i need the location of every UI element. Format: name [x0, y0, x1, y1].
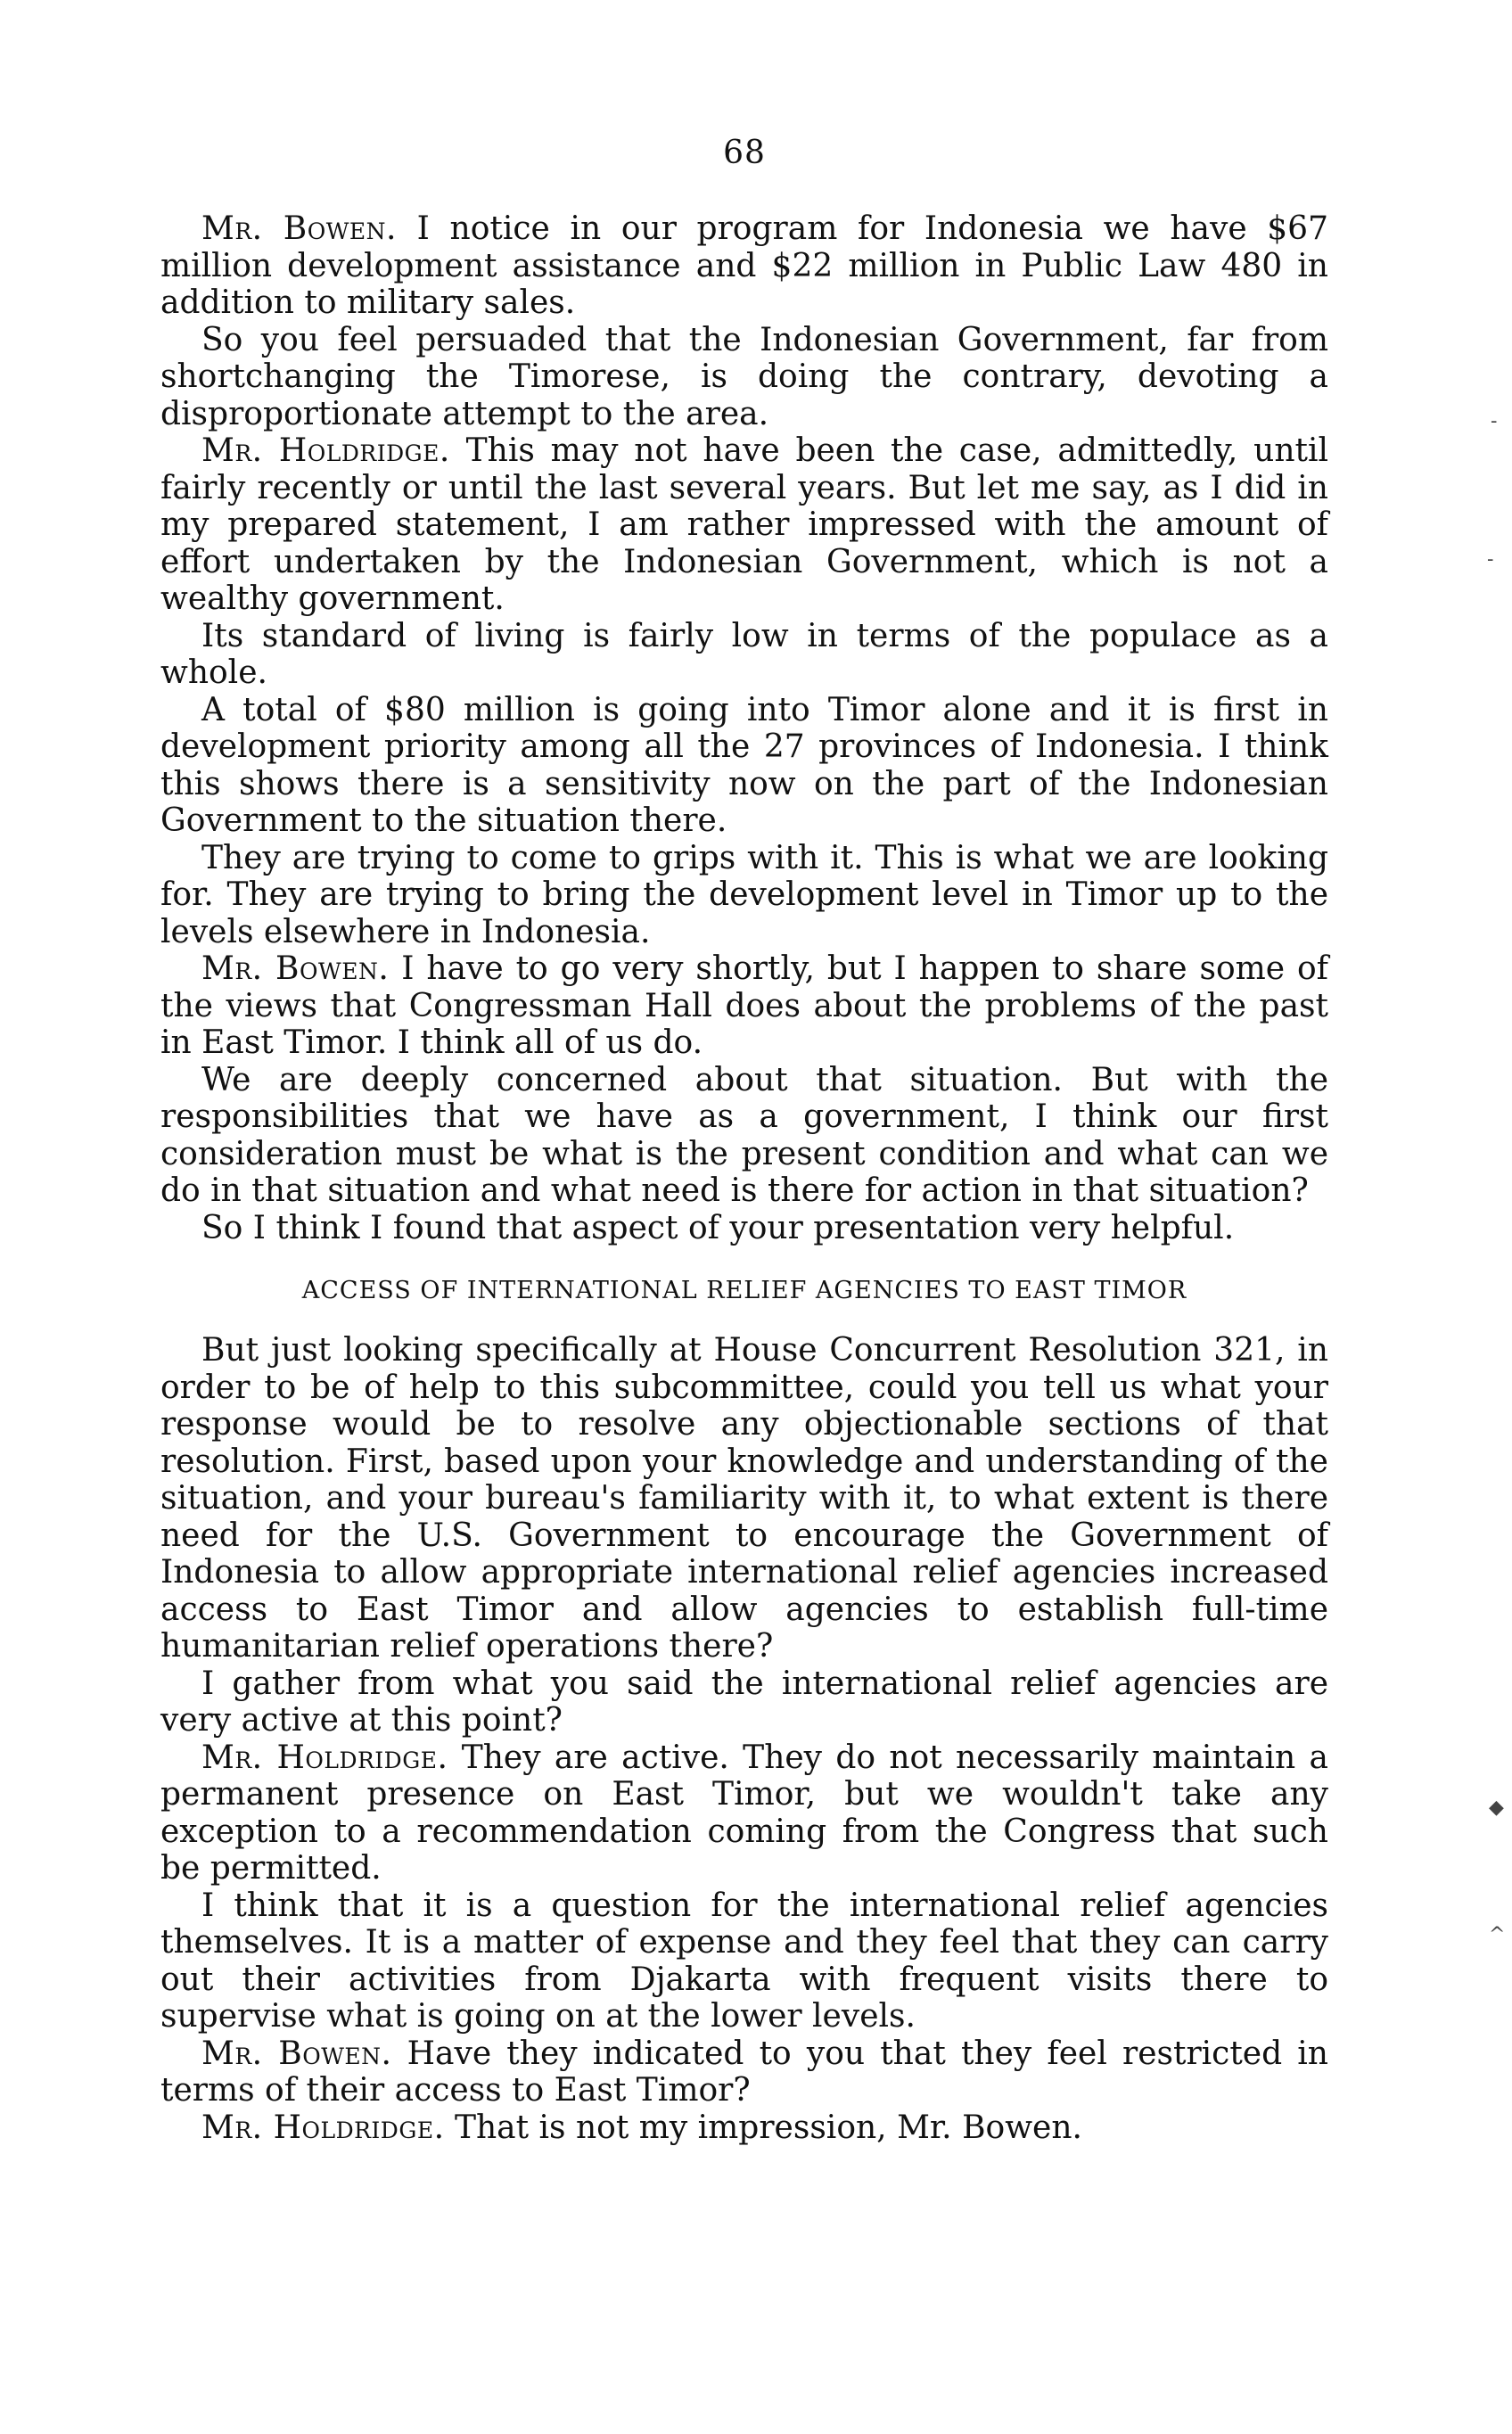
- page-number: 68: [723, 135, 766, 171]
- paragraph: [160, 2035, 1328, 2109]
- paragraph-text: So you feel persuaded that the Indonesian Government, far from shortchanging the Timorese, is doing the contrary, devoting a disproportionate attempt to the area.: [160, 321, 1328, 432]
- paragraph: [160, 618, 1328, 692]
- paragraph-text: We are deeply concerned about that situation. But with the responsibilities that we have as a government, I think our first consideration must be what is the present condition and what can we do in that situation and what need is there for action in that situation?: [160, 1061, 1328, 1209]
- paragraph: [160, 1332, 1328, 1665]
- paragraph: [160, 210, 1328, 322]
- section-before-heading: [160, 210, 1328, 1246]
- speaker-name: Mr. Holdridge.: [201, 1739, 448, 1776]
- speaker-name: Mr. Bowen.: [201, 950, 390, 987]
- paragraph-text: A total of $80 million is going into Timor alone and it is first in development priority among all the 27 provinces of Indonesia. I think this shows there is a sensitivity now on the part of the Indonesian Government to the situation there.: [160, 691, 1328, 839]
- paragraph: [160, 1739, 1328, 1887]
- scan-mark-dot: -: [1491, 410, 1498, 432]
- paragraph-text: I have to go very shortly, but I happen to share some of the views that Congressman Hall does about the problems of the past in East Timor. I think all of us do.: [160, 950, 1328, 1061]
- paragraph: [160, 2109, 1328, 2147]
- scan-mark-dot: ^: [1489, 1924, 1506, 1946]
- paragraph: [160, 1887, 1328, 2035]
- paragraph: [160, 1062, 1328, 1210]
- paragraph: [160, 1665, 1328, 1739]
- document-page: [160, 134, 1328, 2146]
- speaker-name: Mr. Bowen.: [201, 210, 397, 247]
- section-heading: ACCESS OF INTERNATIONAL RELIEF AGENCIES TO EAST TIMOR: [301, 1277, 1187, 1304]
- speaker-name: Mr. Bowen.: [201, 2035, 392, 2072]
- paragraph-text: This may not have been the case, admittedly, until fairly recently or until the last several years. But let me say, as I did in my prepared statement, I am rather impressed with the amount of effort undertaken by the Indonesian Government, which is not a wealthy government.: [160, 432, 1328, 617]
- paragraph: [160, 1210, 1328, 1247]
- paragraph-text: Its standard of living is fairly low in terms of the populace as a whole.: [160, 617, 1328, 691]
- speaker-name: Mr. Holdridge.: [201, 2109, 445, 2146]
- paragraph-text: I gather from what you said the international relief agencies are very active at this point?: [160, 1665, 1328, 1739]
- paragraph-text: Have they indicated to you that they feel restricted in terms of their access to East Timor?: [160, 2035, 1328, 2109]
- scan-mark-dot: ◆: [1489, 1797, 1504, 1819]
- paragraph-text: But just looking specifically at House Concurrent Resolution 321, in order to be of help to this subcommittee, could you tell us what your response would be to resolve any objectionable sections of that resolution. First, based upon your knowledge and understanding of the situation, and your bureau's familiarity with it, to what extent is there need for the U.S. Government to encourage the Government of Indonesia to allow appropriate international relief agencies increased access to East Timor and allow agencies to establish full-time humanitarian relief operations there?: [160, 1332, 1328, 1665]
- scan-mark-dot: -: [1487, 548, 1494, 571]
- paragraph-text: I think that it is a question for the international relief agencies themselves. It is a matter of expense and they feel that they can carry out their activities from Djakarta with frequent visits there to supervise what is going on at the lower levels.: [160, 1887, 1328, 2035]
- paragraph-text: They are trying to come to grips with it. This is what we are looking for. They are trying to bring the development level in Timor up to the levels elsewhere in Indonesia.: [160, 839, 1328, 950]
- section-after-heading: [160, 1332, 1328, 2146]
- paragraph: [160, 692, 1328, 840]
- paragraph: [160, 322, 1328, 433]
- paragraph-text: I notice in our program for Indonesia we have $67 million development assistance and $22 million in Public Law 480 in addition to military sales.: [160, 210, 1328, 321]
- paragraph: [160, 840, 1328, 951]
- paragraph-text: They are active. They do not necessarily maintain a permanent presence on East Timor, but we wouldn't take any exception to a recommendation coming from the Congress that such be permitted.: [160, 1739, 1328, 1887]
- speaker-name: Mr. Holdridge.: [201, 432, 450, 469]
- paragraph: [160, 432, 1328, 618]
- paragraph-text: That is not my impression, Mr. Bowen.: [444, 2109, 1082, 2146]
- paragraph: [160, 950, 1328, 1062]
- paragraph-text: So I think I found that aspect of your presentation very helpful.: [201, 1209, 1235, 1246]
